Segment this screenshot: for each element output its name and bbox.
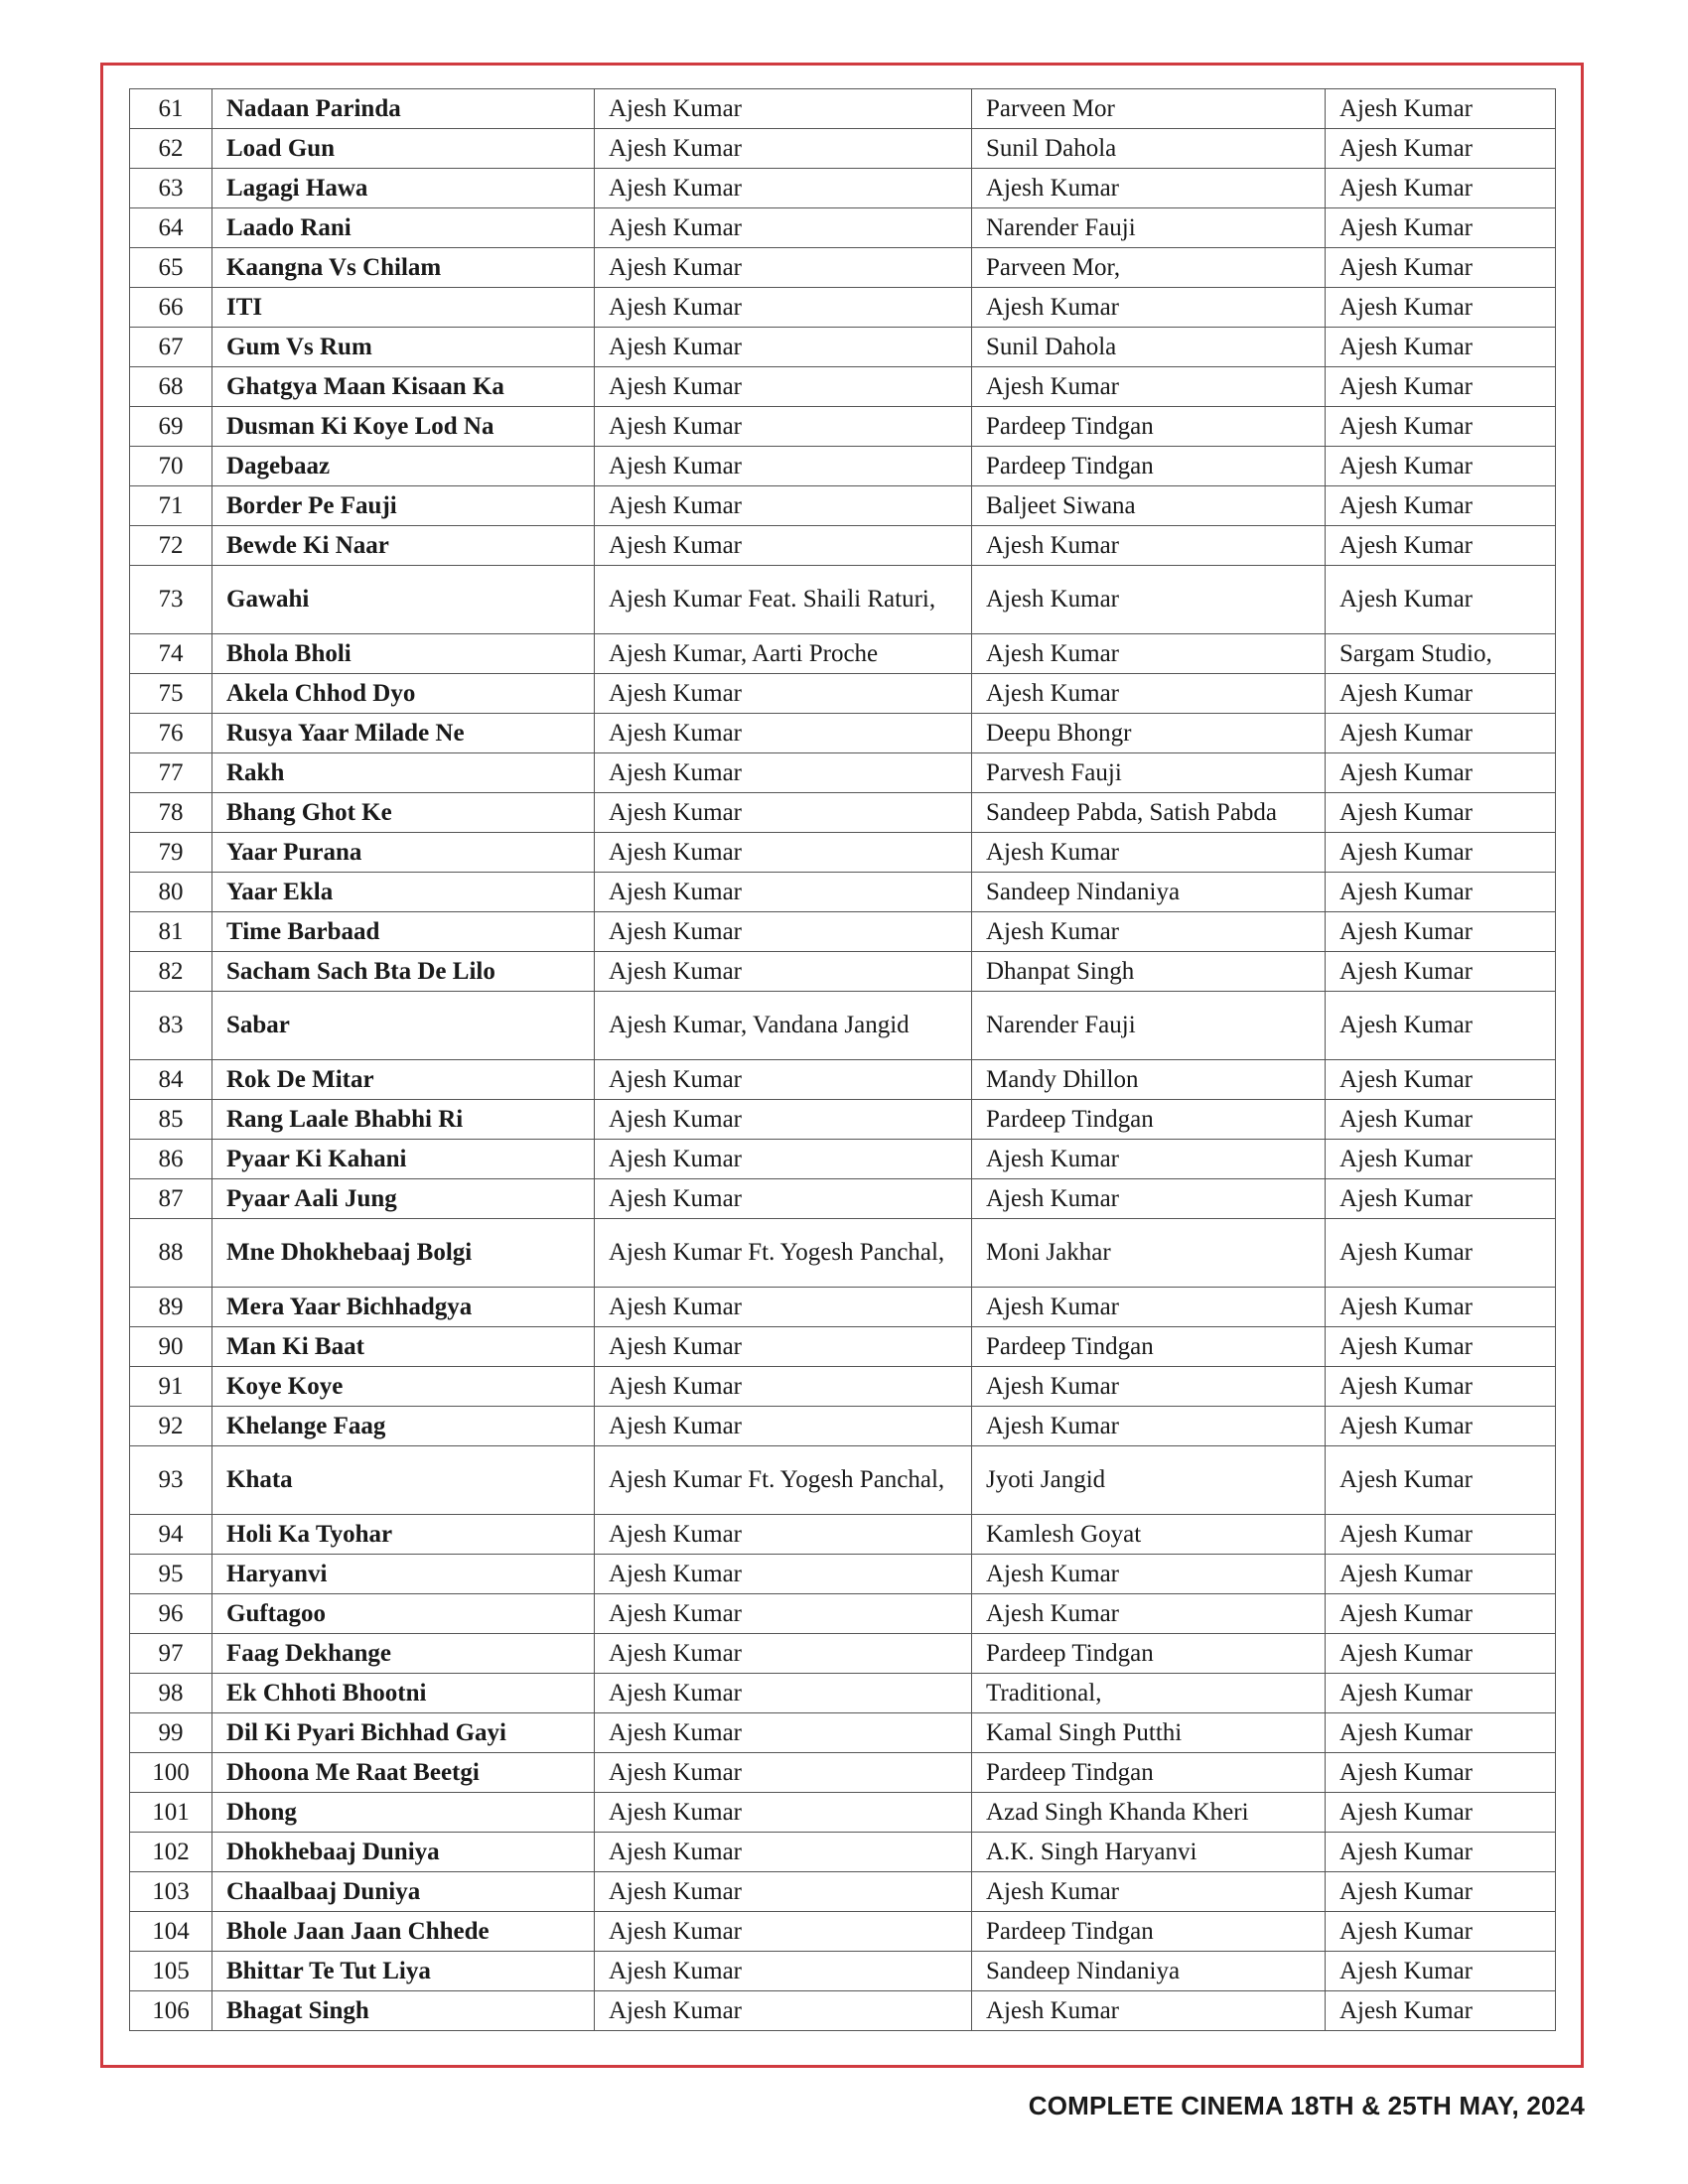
row-number: 94 (130, 1515, 212, 1555)
singer-cell: Ajesh Kumar (595, 248, 972, 288)
singer-cell: Ajesh Kumar, Aarti Proche (595, 634, 972, 674)
table-row (130, 1407, 1556, 1446)
song-title: Gawahi (212, 566, 595, 634)
row-number: 65 (130, 248, 212, 288)
composer-cell: Ajesh Kumar (1326, 447, 1556, 486)
row-number: 81 (130, 912, 212, 952)
table-row (130, 1833, 1556, 1872)
row-number: 79 (130, 833, 212, 873)
lyricist-cell: Pardeep Tindgan (972, 447, 1326, 486)
row-number: 86 (130, 1140, 212, 1179)
table-row (130, 634, 1556, 674)
row-number: 100 (130, 1753, 212, 1793)
table-row (130, 248, 1556, 288)
singer-cell: Ajesh Kumar (595, 1991, 972, 2031)
table-row (130, 1634, 1556, 1674)
lyricist-cell: Sandeep Nindaniya (972, 873, 1326, 912)
table-row (130, 793, 1556, 833)
lyricist-cell: Azad Singh Khanda Kheri (972, 1793, 1326, 1833)
singer-cell: Ajesh Kumar (595, 328, 972, 367)
lyricist-cell: Sandeep Nindaniya (972, 1952, 1326, 1991)
song-title: Dil Ki Pyari Bichhad Gayi (212, 1713, 595, 1753)
table-row (130, 1367, 1556, 1407)
singer-cell: Ajesh Kumar (595, 1060, 972, 1100)
singer-cell: Ajesh Kumar (595, 367, 972, 407)
row-number: 67 (130, 328, 212, 367)
row-number: 105 (130, 1952, 212, 1991)
table-row (130, 328, 1556, 367)
singer-cell: Ajesh Kumar (595, 793, 972, 833)
table-row (130, 129, 1556, 169)
row-number: 78 (130, 793, 212, 833)
row-number: 99 (130, 1713, 212, 1753)
singer-cell: Ajesh Kumar (595, 1179, 972, 1219)
song-title: Faag Dekhange (212, 1634, 595, 1674)
table-row (130, 1288, 1556, 1327)
lyricist-cell: Parveen Mor, (972, 248, 1326, 288)
song-table (129, 88, 1556, 2031)
song-title: Gum Vs Rum (212, 328, 595, 367)
lyricist-cell: Ajesh Kumar (972, 566, 1326, 634)
singer-cell: Ajesh Kumar (595, 288, 972, 328)
lyricist-cell: Ajesh Kumar (972, 367, 1326, 407)
lyricist-cell: Traditional, (972, 1674, 1326, 1713)
lyricist-cell: Ajesh Kumar (972, 1872, 1326, 1912)
row-number: 84 (130, 1060, 212, 1100)
lyricist-cell: Ajesh Kumar (972, 1555, 1326, 1594)
composer-cell: Ajesh Kumar (1326, 833, 1556, 873)
composer-cell: Ajesh Kumar (1326, 328, 1556, 367)
composer-cell: Ajesh Kumar (1326, 714, 1556, 753)
table-row (130, 714, 1556, 753)
singer-cell: Ajesh Kumar (595, 129, 972, 169)
composer-cell: Ajesh Kumar (1326, 1100, 1556, 1140)
row-number: 66 (130, 288, 212, 328)
composer-cell: Ajesh Kumar (1326, 1833, 1556, 1872)
table-row (130, 1446, 1556, 1515)
row-number: 62 (130, 129, 212, 169)
composer-cell: Ajesh Kumar (1326, 952, 1556, 992)
singer-cell: Ajesh Kumar Ft. Yogesh Panchal, (595, 1219, 972, 1288)
row-number: 70 (130, 447, 212, 486)
composer-cell: Ajesh Kumar (1326, 288, 1556, 328)
row-number: 97 (130, 1634, 212, 1674)
song-title: Dhokhebaaj Duniya (212, 1833, 595, 1872)
composer-cell: Ajesh Kumar (1326, 1060, 1556, 1100)
lyricist-cell: Jyoti Jangid (972, 1446, 1326, 1515)
singer-cell: Ajesh Kumar (595, 912, 972, 952)
singer-cell: Ajesh Kumar (595, 1674, 972, 1713)
row-number: 76 (130, 714, 212, 753)
table-row (130, 992, 1556, 1060)
composer-cell: Ajesh Kumar (1326, 89, 1556, 129)
singer-cell: Ajesh Kumar (595, 1288, 972, 1327)
composer-cell: Ajesh Kumar (1326, 129, 1556, 169)
singer-cell: Ajesh Kumar (595, 1793, 972, 1833)
row-number: 68 (130, 367, 212, 407)
song-title: Bhole Jaan Jaan Chhede (212, 1912, 595, 1952)
row-number: 93 (130, 1446, 212, 1515)
song-title: Dagebaaz (212, 447, 595, 486)
singer-cell: Ajesh Kumar (595, 486, 972, 526)
table-row (130, 1327, 1556, 1367)
lyricist-cell: Sunil Dahola (972, 328, 1326, 367)
row-number: 95 (130, 1555, 212, 1594)
row-number: 98 (130, 1674, 212, 1713)
row-number: 92 (130, 1407, 212, 1446)
composer-cell: Ajesh Kumar (1326, 1872, 1556, 1912)
lyricist-cell: A.K. Singh Haryanvi (972, 1833, 1326, 1872)
lyricist-cell: Ajesh Kumar (972, 1288, 1326, 1327)
table-row (130, 1872, 1556, 1912)
composer-cell: Ajesh Kumar (1326, 1515, 1556, 1555)
row-number: 104 (130, 1912, 212, 1952)
composer-cell: Ajesh Kumar (1326, 526, 1556, 566)
singer-cell: Ajesh Kumar (595, 1140, 972, 1179)
song-title: Pyaar Aali Jung (212, 1179, 595, 1219)
song-title: Sabar (212, 992, 595, 1060)
song-title: Khelange Faag (212, 1407, 595, 1446)
song-table-body (130, 89, 1556, 2031)
song-title: Dhoona Me Raat Beetgi (212, 1753, 595, 1793)
song-title: Mne Dhokhebaaj Bolgi (212, 1219, 595, 1288)
row-number: 85 (130, 1100, 212, 1140)
song-title: Ghatgya Maan Kisaan Ka (212, 367, 595, 407)
composer-cell: Ajesh Kumar (1326, 367, 1556, 407)
lyricist-cell: Ajesh Kumar (972, 526, 1326, 566)
song-title: Dhong (212, 1793, 595, 1833)
singer-cell: Ajesh Kumar (595, 714, 972, 753)
row-number: 69 (130, 407, 212, 447)
song-title: Bhang Ghot Ke (212, 793, 595, 833)
song-title: Sacham Sach Bta De Lilo (212, 952, 595, 992)
row-number: 75 (130, 674, 212, 714)
singer-cell: Ajesh Kumar (595, 1872, 972, 1912)
song-title: Rusya Yaar Milade Ne (212, 714, 595, 753)
row-number: 74 (130, 634, 212, 674)
lyricist-cell: Pardeep Tindgan (972, 407, 1326, 447)
table-row (130, 1991, 1556, 2031)
singer-cell: Ajesh Kumar (595, 1515, 972, 1555)
composer-cell: Ajesh Kumar (1326, 1912, 1556, 1952)
lyricist-cell: Kamal Singh Putthi (972, 1713, 1326, 1753)
song-title: ITI (212, 288, 595, 328)
singer-cell: Ajesh Kumar Ft. Yogesh Panchal, (595, 1446, 972, 1515)
row-number: 64 (130, 208, 212, 248)
singer-cell: Ajesh Kumar (595, 1594, 972, 1634)
table-row (130, 89, 1556, 129)
song-title: Guftagoo (212, 1594, 595, 1634)
composer-cell: Ajesh Kumar (1326, 793, 1556, 833)
song-title: Chaalbaaj Duniya (212, 1872, 595, 1912)
singer-cell: Ajesh Kumar Feat. Shaili Raturi, (595, 566, 972, 634)
composer-cell: Ajesh Kumar (1326, 1952, 1556, 1991)
lyricist-cell: Pardeep Tindgan (972, 1634, 1326, 1674)
singer-cell: Ajesh Kumar (595, 407, 972, 447)
composer-cell: Ajesh Kumar (1326, 1288, 1556, 1327)
lyricist-cell: Ajesh Kumar (972, 1991, 1326, 2031)
lyricist-cell: Ajesh Kumar (972, 1407, 1326, 1446)
row-number: 106 (130, 1991, 212, 2031)
composer-cell: Ajesh Kumar (1326, 1555, 1556, 1594)
table-row (130, 873, 1556, 912)
song-title: Bhola Bholi (212, 634, 595, 674)
lyricist-cell: Ajesh Kumar (972, 1179, 1326, 1219)
composer-cell: Ajesh Kumar (1326, 753, 1556, 793)
singer-cell: Ajesh Kumar (595, 1327, 972, 1367)
lyricist-cell: Pardeep Tindgan (972, 1912, 1326, 1952)
song-title: Yaar Purana (212, 833, 595, 873)
lyricist-cell: Ajesh Kumar (972, 912, 1326, 952)
table-row (130, 1674, 1556, 1713)
lyricist-cell: Pardeep Tindgan (972, 1100, 1326, 1140)
singer-cell: Ajesh Kumar (595, 1555, 972, 1594)
footer-publication-line: COMPLETE CINEMA 18TH & 25TH MAY, 2024 (1028, 2091, 1585, 2120)
lyricist-cell: Ajesh Kumar (972, 1367, 1326, 1407)
table-row (130, 833, 1556, 873)
song-title: Kaangna Vs Chilam (212, 248, 595, 288)
table-row (130, 208, 1556, 248)
table-row (130, 1594, 1556, 1634)
row-number: 88 (130, 1219, 212, 1288)
song-title: Rok De Mitar (212, 1060, 595, 1100)
table-row (130, 447, 1556, 486)
lyricist-cell: Pardeep Tindgan (972, 1753, 1326, 1793)
row-number: 71 (130, 486, 212, 526)
song-title: Rang Laale Bhabhi Ri (212, 1100, 595, 1140)
composer-cell: Ajesh Kumar (1326, 1713, 1556, 1753)
lyricist-cell: Mandy Dhillon (972, 1060, 1326, 1100)
row-number: 102 (130, 1833, 212, 1872)
table-row (130, 1100, 1556, 1140)
table-row (130, 1952, 1556, 1991)
song-title: Holi Ka Tyohar (212, 1515, 595, 1555)
composer-cell: Ajesh Kumar (1326, 208, 1556, 248)
composer-cell: Ajesh Kumar (1326, 1634, 1556, 1674)
song-title: Pyaar Ki Kahani (212, 1140, 595, 1179)
lyricist-cell: Ajesh Kumar (972, 1594, 1326, 1634)
singer-cell: Ajesh Kumar (595, 674, 972, 714)
row-number: 101 (130, 1793, 212, 1833)
lyricist-cell: Ajesh Kumar (972, 674, 1326, 714)
singer-cell: Ajesh Kumar (595, 1713, 972, 1753)
song-title: Akela Chhod Dyo (212, 674, 595, 714)
composer-cell: Ajesh Kumar (1326, 566, 1556, 634)
song-title: Load Gun (212, 129, 595, 169)
singer-cell: Ajesh Kumar (595, 952, 972, 992)
song-title: Bewde Ki Naar (212, 526, 595, 566)
composer-cell: Ajesh Kumar (1326, 1219, 1556, 1288)
lyricist-cell: Sunil Dahola (972, 129, 1326, 169)
table-row (130, 674, 1556, 714)
composer-cell: Ajesh Kumar (1326, 674, 1556, 714)
row-number: 72 (130, 526, 212, 566)
composer-cell: Ajesh Kumar (1326, 992, 1556, 1060)
composer-cell: Ajesh Kumar (1326, 1140, 1556, 1179)
composer-cell: Ajesh Kumar (1326, 248, 1556, 288)
composer-cell: Ajesh Kumar (1326, 1407, 1556, 1446)
song-title: Haryanvi (212, 1555, 595, 1594)
table-row (130, 566, 1556, 634)
row-number: 89 (130, 1288, 212, 1327)
table-row (130, 952, 1556, 992)
song-title: Bhagat Singh (212, 1991, 595, 2031)
song-title: Lagagi Hawa (212, 169, 595, 208)
composer-cell: Sargam Studio, (1326, 634, 1556, 674)
composer-cell: Ajesh Kumar (1326, 1327, 1556, 1367)
singer-cell: Ajesh Kumar (595, 89, 972, 129)
singer-cell: Ajesh Kumar (595, 447, 972, 486)
song-title: Rakh (212, 753, 595, 793)
table-row (130, 912, 1556, 952)
row-number: 90 (130, 1327, 212, 1367)
song-title: Ek Chhoti Bhootni (212, 1674, 595, 1713)
song-title: Mera Yaar Bichhadgya (212, 1288, 595, 1327)
lyricist-cell: Moni Jakhar (972, 1219, 1326, 1288)
singer-cell: Ajesh Kumar (595, 1833, 972, 1872)
song-title: Man Ki Baat (212, 1327, 595, 1367)
composer-cell: Ajesh Kumar (1326, 873, 1556, 912)
lyricist-cell: Narender Fauji (972, 208, 1326, 248)
table-row (130, 1515, 1556, 1555)
composer-cell: Ajesh Kumar (1326, 1793, 1556, 1833)
song-title: Border Pe Fauji (212, 486, 595, 526)
song-title: Time Barbaad (212, 912, 595, 952)
lyricist-cell: Sandeep Pabda, Satish Pabda (972, 793, 1326, 833)
lyricist-cell: Baljeet Siwana (972, 486, 1326, 526)
song-title: Nadaan Parinda (212, 89, 595, 129)
song-title: Laado Rani (212, 208, 595, 248)
singer-cell: Ajesh Kumar (595, 1952, 972, 1991)
composer-cell: Ajesh Kumar (1326, 1594, 1556, 1634)
lyricist-cell: Ajesh Kumar (972, 1140, 1326, 1179)
lyricist-cell: Deepu Bhongr (972, 714, 1326, 753)
row-number: 91 (130, 1367, 212, 1407)
composer-cell: Ajesh Kumar (1326, 912, 1556, 952)
table-row (130, 407, 1556, 447)
song-title: Khata (212, 1446, 595, 1515)
composer-cell: Ajesh Kumar (1326, 1991, 1556, 2031)
singer-cell: Ajesh Kumar (595, 833, 972, 873)
row-number: 61 (130, 89, 212, 129)
table-row (130, 1060, 1556, 1100)
singer-cell: Ajesh Kumar (595, 1407, 972, 1446)
composer-cell: Ajesh Kumar (1326, 486, 1556, 526)
singer-cell: Ajesh Kumar (595, 1367, 972, 1407)
singer-cell: Ajesh Kumar (595, 208, 972, 248)
singer-cell: Ajesh Kumar (595, 526, 972, 566)
lyricist-cell: Kamlesh Goyat (972, 1515, 1326, 1555)
table-row (130, 526, 1556, 566)
lyricist-cell: Narender Fauji (972, 992, 1326, 1060)
singer-cell: Ajesh Kumar (595, 1100, 972, 1140)
singer-cell: Ajesh Kumar (595, 753, 972, 793)
row-number: 63 (130, 169, 212, 208)
singer-cell: Ajesh Kumar (595, 169, 972, 208)
composer-cell: Ajesh Kumar (1326, 1446, 1556, 1515)
singer-cell: Ajesh Kumar (595, 1912, 972, 1952)
table-row (130, 1713, 1556, 1753)
composer-cell: Ajesh Kumar (1326, 1674, 1556, 1713)
song-title: Dusman Ki Koye Lod Na (212, 407, 595, 447)
table-row (130, 1179, 1556, 1219)
song-title: Yaar Ekla (212, 873, 595, 912)
lyricist-cell: Parvesh Fauji (972, 753, 1326, 793)
singer-cell: Ajesh Kumar (595, 873, 972, 912)
table-row (130, 1219, 1556, 1288)
table-row (130, 1793, 1556, 1833)
row-number: 73 (130, 566, 212, 634)
lyricist-cell: Ajesh Kumar (972, 833, 1326, 873)
lyricist-cell: Ajesh Kumar (972, 288, 1326, 328)
table-row (130, 288, 1556, 328)
singer-cell: Ajesh Kumar (595, 1634, 972, 1674)
lyricist-cell: Ajesh Kumar (972, 169, 1326, 208)
row-number: 103 (130, 1872, 212, 1912)
table-row (130, 1753, 1556, 1793)
table-row (130, 1912, 1556, 1952)
composer-cell: Ajesh Kumar (1326, 169, 1556, 208)
table-row (130, 753, 1556, 793)
singer-cell: Ajesh Kumar (595, 1753, 972, 1793)
composer-cell: Ajesh Kumar (1326, 1753, 1556, 1793)
row-number: 87 (130, 1179, 212, 1219)
table-row (130, 1555, 1556, 1594)
table-row (130, 486, 1556, 526)
row-number: 83 (130, 992, 212, 1060)
lyricist-cell: Ajesh Kumar (972, 634, 1326, 674)
row-number: 77 (130, 753, 212, 793)
composer-cell: Ajesh Kumar (1326, 1179, 1556, 1219)
composer-cell: Ajesh Kumar (1326, 407, 1556, 447)
table-row (130, 367, 1556, 407)
singer-cell: Ajesh Kumar, Vandana Jangid (595, 992, 972, 1060)
table-row (130, 1140, 1556, 1179)
song-title: Bhittar Te Tut Liya (212, 1952, 595, 1991)
song-title: Koye Koye (212, 1367, 595, 1407)
lyricist-cell: Dhanpat Singh (972, 952, 1326, 992)
lyricist-cell: Parveen Mor (972, 89, 1326, 129)
row-number: 80 (130, 873, 212, 912)
composer-cell: Ajesh Kumar (1326, 1367, 1556, 1407)
table-row (130, 169, 1556, 208)
row-number: 82 (130, 952, 212, 992)
lyricist-cell: Pardeep Tindgan (972, 1327, 1326, 1367)
row-number: 96 (130, 1594, 212, 1634)
